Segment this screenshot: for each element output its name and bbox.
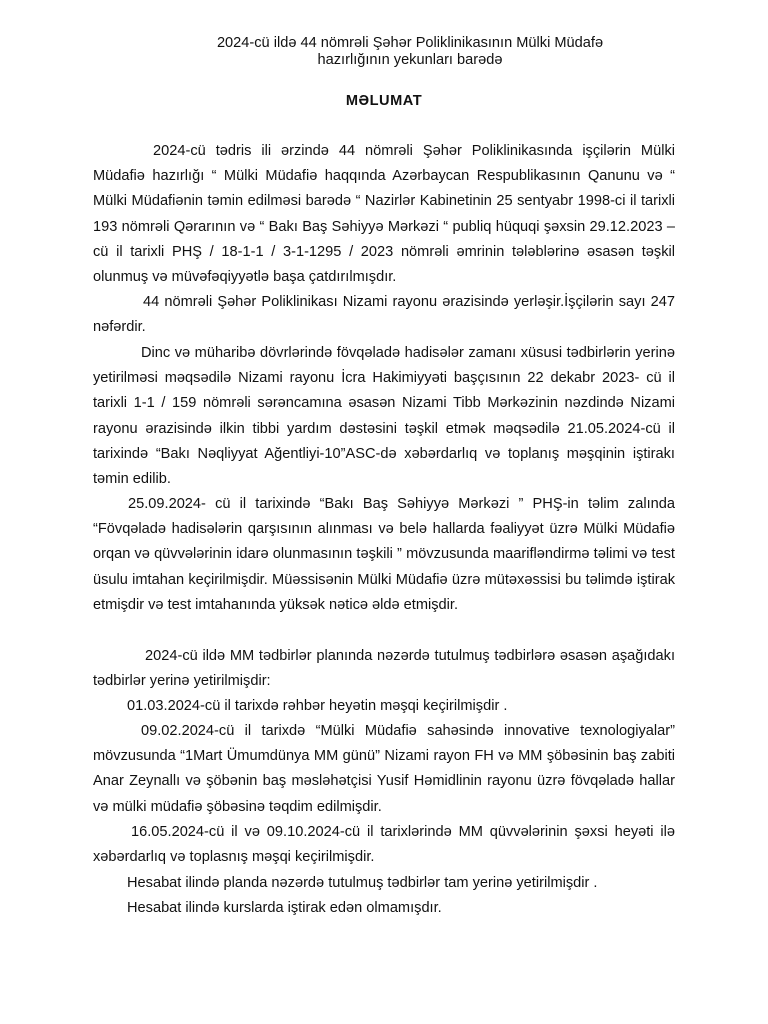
paragraph-3: Dinc və müharibə dövrlərində fövqəladə hadisələr zamanı xüsusi tədbirlərin yerinə yetirilməsi məqsədilə Nizami rayonu İcra Hakimiyyəti başçısının 22 dekabr 2023- cü il tarixli 1-1 / 159 nömrəli sərəncamına əsasən Nizami Tibb Mərkəzinin nəzdində Nizami rayonu ərazisində ilkin tibbi yardım dəstəsini təşkil etmək məqsədilə 21.05.2024-cü il tarixində “Bakı Nəqliyyat Ağentliyi-10”ASC-də xəbərdarlıq və toplanış məşqinin iştirakı təmin edilib. [93,345,675,488]
paragraph-10: Hesabat ilində kurslarda iştirak edən olmamışdır. [127,900,442,916]
document-heading: MƏLUMAT [345,93,423,109]
paragraph-9: Hesabat ilində planda nəzərdə tutulmuş tədbirlər tam yerinə yetirilmişdir . [127,875,598,891]
paragraph-2: 44 nömrəli Şəhər Poliklinikası Nizami rayonu ərazisində yerləşir.İşçilərin sayı 247 nəfərdir. [93,294,675,336]
paragraph-7: 09.02.2024-cü il tarixdə “Mülki Müdafiə sahəsində innovative texnologiyalar” mövzusunda “1Mart Ümumdünya MM günü” Nizami rayon FH və MM şöbəsinin baş zabiti Anar Zeynallı və şöbənin baş məsləhətçisi Yusif Həmidlinin rayonu üzrə fövqəladə hallar və mülki müdafiə şöbəsinə təqdim edilmişdir. [93,723,675,815]
paragraph-4: 25.09.2024- cü il tarixində “Bakı Baş Səhiyyə Mərkəzi ” PHŞ-in təlim zalında “Fövqəladə hadisələrin qarşısının alınması və belə hallarda fəaliyyət üzrə Mülki Müdafiə orqan və qüvvələrinin idarə olunmasının təşkili ” mövzusunda maarifləndirmə təlimi və test üsulu imtahan keçirilmişdir. Müəssisənin Mülki Müdafiə üzrə mütəxəssisi bu təlimdə iştirak etmişdir və test imtahanında yüksək nəticə əldə etmişdir. [93,496,675,613]
title-line-2: hazırlığının yekunları barədə [317,52,503,68]
title-line-1: 2024-cü ildə 44 nömrəli Şəhər Poliklinikasının Mülki Müdafə [216,35,604,51]
paragraph-6: 01.03.2024-cü il tarixdə rəhbər heyətin məşqi keçirilmişdir . [127,698,508,714]
paragraph-5: 2024-cü ildə MM tədbirlər planında nəzərdə tutulmuş tədbirlərə əsasən aşağıdakı tədbirlər yerinə yetirilmişdir: [93,648,675,690]
paragraph-1: 2024-cü tədris ili ərzində 44 nömrəli Şəhər Poliklinikasında işçilərin Mülki Müdafiə hazırlığı “ Mülki Müdafiə haqqında Azərbaycan Respublikasının Qanunu və “ Mülki Müdafiənin təmin edilməsi barədə “ Nazirlər Kabinetinin 25 sentyabr 1998-ci il tarixli 193 nömrəli Qərarının və “ Bakı Baş Səhiyyə Mərkəzi “ publiq hüquqi şəxsin 29.12.2023 – cü il tarixli PHŞ / 18-1-1 / 3-1-1295 / 2023 nömrəli əmrinin tələblərinə əsasən təşkil olunmuş və müvəfəqiyyətlə başa çatdırılmışdır. [93,143,675,286]
paragraph-8: 16.05.2024-cü il və 09.10.2024-cü il tarixlərində MM qüvvələrinin şəxsi heyəti ilə xəbərdarlıq və toplasnış məşqi keçirilmişdir. [93,824,675,866]
document-title [150,35,670,69]
